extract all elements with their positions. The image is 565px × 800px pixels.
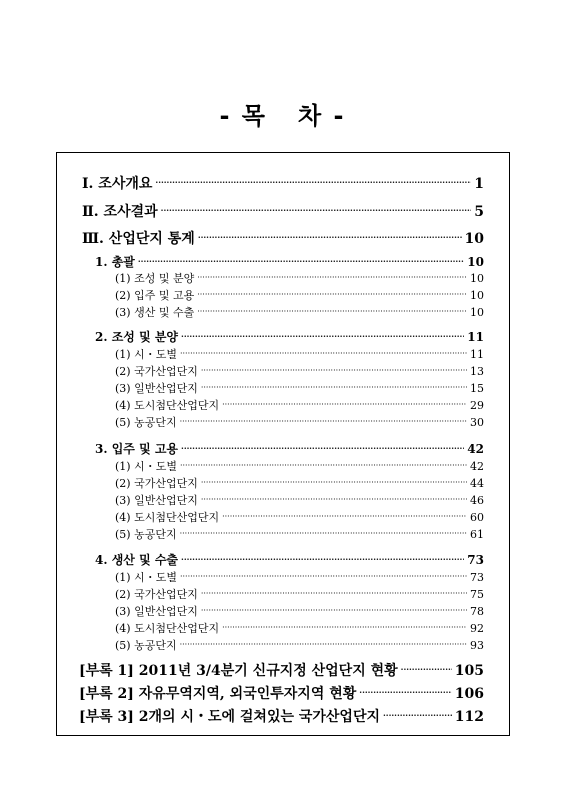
toc-entry-page: 73 [467,553,484,567]
toc-subentry[interactable] [115,414,484,430]
toc-entry-label: Ⅱ. 조사결과 [82,204,158,220]
toc-entry-page: 10 [467,255,484,269]
leader-dots [198,229,462,243]
toc-subentry-label: (1) 시・도별 [115,348,177,361]
toc-entry-page: 11 [467,330,484,344]
leader-dots [201,604,467,615]
toc-entry[interactable] [95,440,484,457]
leader-dots [359,684,451,698]
toc-appendix-label: [부록 1] 2011년 3/4분기 신규지정 산업단지 현황 [79,663,398,679]
leader-dots [201,476,467,487]
leader-dots [180,347,467,358]
leader-dots [201,364,467,375]
leader-dots [155,174,471,188]
toc-box [56,152,510,736]
leader-dots [197,305,467,316]
leader-dots [180,415,467,426]
toc-subentry[interactable] [115,363,484,379]
toc-subentry-page: 78 [470,605,484,618]
toc-subentry[interactable] [115,509,484,525]
toc-subentry-page: 60 [470,511,484,524]
leader-dots [180,527,467,538]
toc-subentry-page: 75 [470,588,484,601]
page-title: - 목 차 - [219,102,346,130]
toc-subentry[interactable] [115,458,484,474]
leader-dots [161,202,472,216]
toc-subentry-page: 30 [470,416,484,429]
toc-appendix-page: 112 [454,709,484,725]
toc-entry-page: 1 [474,176,484,192]
leader-dots [222,510,467,521]
leader-dots [401,661,452,675]
toc-subentry[interactable] [115,637,484,653]
toc-appendix-page: 106 [454,686,484,702]
toc-subentry-label: (2) 국가산업단지 [115,588,198,601]
leader-dots [180,570,467,581]
toc-subentry-page: 13 [470,365,484,378]
toc-subentry-page: 10 [470,289,484,302]
toc-subentry-page: 10 [470,306,484,319]
toc-subentry[interactable] [115,492,484,508]
toc-subentry-label: (3) 생산 및 수출 [115,306,195,319]
leader-dots [383,707,452,721]
toc-entry[interactable] [82,173,484,193]
toc-entry-page: 42 [467,442,484,456]
toc-subentry-page: 61 [470,528,484,541]
toc-subentry[interactable] [115,620,484,636]
toc-appendix-entry[interactable] [79,683,484,703]
toc-subentry-label: (1) 조성 및 분양 [115,272,195,285]
toc-subentry-page: 92 [470,622,484,635]
toc-subentry-label: (1) 시・도별 [115,460,177,473]
toc-subentry[interactable] [115,569,484,585]
leader-dots [138,254,464,266]
toc-subentry[interactable] [115,526,484,542]
toc-subentry-label: (4) 도시첨단산업단지 [115,622,220,635]
leader-dots [180,459,467,470]
toc-subentry-page: 29 [470,399,484,412]
leader-dots [197,271,467,282]
leader-dots [222,398,467,409]
leader-dots [201,587,467,598]
toc-subentry[interactable] [115,287,484,303]
leader-dots [222,621,467,632]
toc-subentry-page: 10 [470,272,484,285]
leader-dots [181,329,464,341]
toc-subentry-page: 93 [470,639,484,652]
toc-subentry-page: 15 [470,382,484,395]
toc-subentry[interactable] [115,603,484,619]
toc-entry-label: 1. 총괄 [95,255,135,269]
leader-dots [197,288,467,299]
toc-subentry[interactable] [115,346,484,362]
toc-subentry-page: 42 [470,460,484,473]
toc-appendix-entry[interactable] [79,660,484,680]
toc-appendix-page: 105 [454,663,484,679]
toc-appendix-label: [부록 2] 자유무역지역, 외국인투자지역 현황 [79,686,357,702]
toc-entry[interactable] [82,201,484,221]
toc-entry-label: 4. 생산 및 수출 [95,553,179,567]
leader-dots [201,493,467,504]
toc-subentry-label: (5) 농공단지 [115,416,177,429]
toc-subentry-label: (3) 일반산업단지 [115,494,198,507]
toc-subentry-label: (1) 시・도별 [115,571,177,584]
toc-subentry[interactable] [115,586,484,602]
toc-entry[interactable] [95,253,484,270]
toc-subentry-label: (3) 일반산업단지 [115,605,198,618]
leader-dots [180,638,467,649]
toc-subentry-label: (5) 농공단지 [115,639,177,652]
leader-dots [201,381,467,392]
toc-subentry[interactable] [115,304,484,320]
toc-entry-page: 10 [464,231,484,247]
toc-subentry-page: 44 [470,477,484,490]
toc-appendix-entry[interactable] [79,706,484,726]
toc-subentry-label: (3) 일반산업단지 [115,382,198,395]
toc-subentry-page: 46 [470,494,484,507]
toc-subentry-label: (2) 입주 및 고용 [115,289,195,302]
toc-subentry-label: (2) 국가산업단지 [115,477,198,490]
toc-subentry-label: (4) 도시첨단산업단지 [115,399,220,412]
toc-subentry[interactable] [115,397,484,413]
toc-entry[interactable] [95,551,484,568]
toc-entry-page: 5 [474,204,484,220]
toc-entry[interactable] [95,328,484,345]
toc-entry-label: 3. 입주 및 고용 [95,442,179,456]
toc-subentry[interactable] [115,270,484,286]
toc-subentry[interactable] [115,380,484,396]
toc-subentry-label: (5) 농공단지 [115,528,177,541]
leader-dots [181,441,464,453]
toc-subentry-label: (4) 도시첨단산업단지 [115,511,220,524]
toc-entry-label: Ⅰ. 조사개요 [82,176,153,192]
toc-subentry[interactable] [115,475,484,491]
toc-subentry-page: 73 [470,571,484,584]
toc-appendix-label: [부록 3] 2개의 시・도에 걸쳐있는 국가산업단지 [79,709,381,725]
toc-subentry-page: 11 [470,348,484,361]
leader-dots [181,552,464,564]
toc-subentry-label: (2) 국가산업단지 [115,365,198,378]
toc-entry-label: 2. 조성 및 분양 [95,330,179,344]
toc-entry-label: Ⅲ. 산업단지 통계 [82,231,195,247]
toc-entry[interactable] [82,228,484,248]
